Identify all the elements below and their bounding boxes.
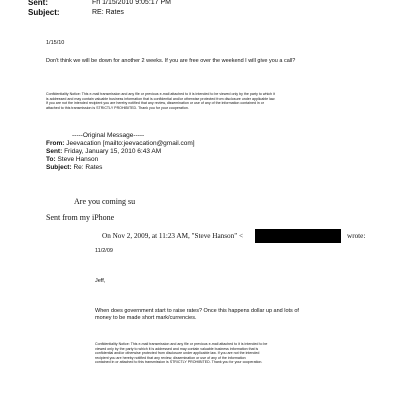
signature: Sent from my iPhone [46, 213, 115, 222]
confidentiality-notice-2 [95, 342, 385, 365]
notice-line: viewed only by the party to which it is addressed and may contain valuable business information that is [95, 346, 259, 351]
notice-line: Confidentiality Notice: This e-mail transmission and any file or previous e-mail attached to it is intended to be [95, 342, 268, 346]
to-value: Steve Hanson [57, 156, 99, 163]
to-label: To: [46, 156, 56, 163]
notice-line: Confidentiality Notice: This e-mail transmission and any file or previous e-mail attached to it is intended to be viewed only by the party to which it [46, 92, 275, 96]
original-sent-value: Friday, January 15, 2010 6:43 AM [64, 148, 162, 155]
notice-line: confidential and/or otherwise protected from disclosure under applicable law. If you are not the intended [95, 351, 260, 356]
quoted-greeting: Jeff, [95, 278, 106, 284]
reply-body: Don't think we will be down for another 2 weeks. If you are free over the weekend I will give you a call? [46, 58, 296, 64]
subject-label: Subject: [28, 8, 60, 17]
from-label: From: [46, 140, 65, 147]
original-subject-value: Re: Rates [73, 164, 103, 171]
confidentiality-notice-1 [46, 92, 386, 110]
notice-line: recipient you are hereby notified that any review, dissemination or use of any of the information [95, 355, 246, 360]
original-header [46, 140, 195, 172]
quoted-date: 11/2/09 [95, 248, 113, 254]
original-separator: -----Original Message----- [72, 132, 145, 139]
message-line: Are you coming su [74, 197, 136, 206]
notice-line: is addressed and may contain valuable business information that is confidential and/or otherwise protected from disclosure under applicable law. [46, 96, 276, 101]
reply-date: 1/15/10 [46, 40, 65, 46]
redaction-box [255, 229, 341, 243]
from-value: Jeevacation [mailto:jeevacation@gmail.com] [66, 140, 195, 147]
quoted-line: When does government start to raise rates? Once this happens dollar up and lots of [95, 308, 299, 314]
sent-label: Sent: [28, 0, 48, 7]
subject-value: RE: Rates [92, 9, 124, 16]
quoted-body [95, 308, 299, 322]
notice-line: If you are not the intended recipient you are hereby notified that any review, dissemination or use of any of the information contained in or [46, 101, 264, 106]
quote-header-right: wrote: [347, 232, 366, 240]
sent-value: Fri 1/15/2010 9:05:17 PM [92, 0, 171, 6]
quote-header-left: On Nov 2, 2009, at 11:23 AM, "Steve Hanson" < [102, 232, 244, 240]
quoted-line: money to be made short mark/currencies. [95, 315, 197, 321]
original-sent-label: Sent: [46, 148, 63, 155]
notice-line: attached to this transmission is STRICTLY PROHIBITED. Thank you for your cooperation. [46, 105, 189, 110]
original-subject-label: Subject: [46, 164, 72, 171]
notice-line: contained in or attached to this transmission is STRICTLY PROHIBITED. Thank you for your cooperation. [95, 360, 263, 365]
